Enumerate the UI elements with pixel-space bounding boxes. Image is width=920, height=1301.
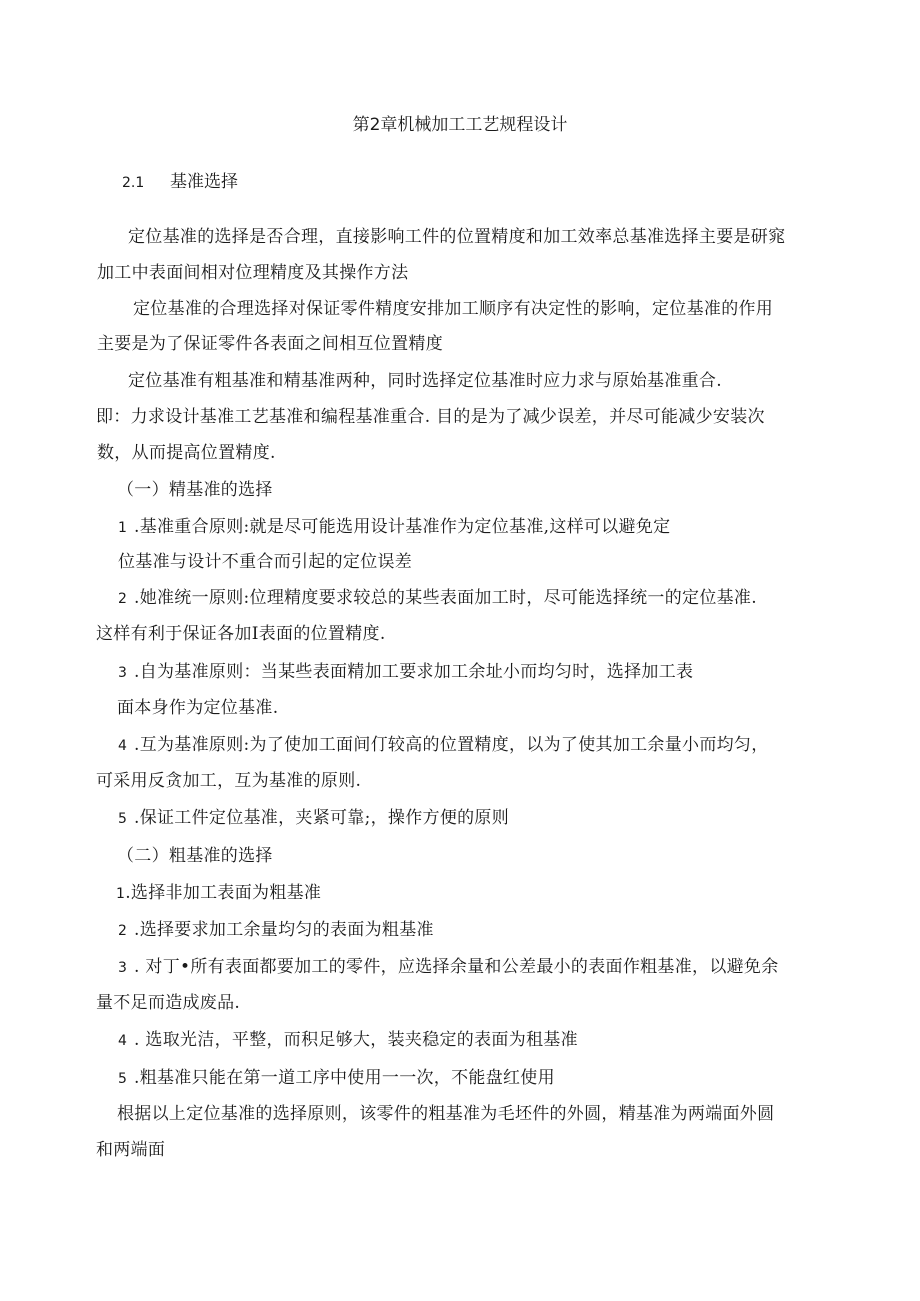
item-number: 2	[118, 923, 128, 939]
fine-item-1-cont: 位基准与设计不重合而引起的定位误差	[118, 552, 413, 572]
section-heading	[122, 170, 238, 195]
paragraph-3-line-2: 即：力求设计基准工艺基准和编程基准重合. 目的是为了减少误差，并尽可能减少安装次	[96, 407, 765, 427]
chapter-title: 第2章机械加工工艺规程设计	[352, 115, 568, 135]
item-text: .选择要求加工余量均匀的表面为粗基准	[134, 920, 434, 940]
paragraph-2-line-1: 定位基准的合理选择对保证零件精度安排加工顺序有决定性的影响，定位基准的作用	[133, 299, 774, 319]
paragraph-3-line-1: 定位基准有粗基准和精基准两种，同时选择定位基准时应力求与原始基准重合.	[128, 371, 722, 391]
rough-item-1	[116, 881, 321, 906]
item-number: 1	[118, 520, 128, 536]
fine-item-5	[118, 806, 509, 831]
paragraph-1-line-1: 定位基准的选择是否合理，直接影响工件的位置精度和加工效率总基准选择主要是研窕	[128, 227, 786, 247]
paragraph-2-line-2: 主要是为了保证零件各表面之间相互位置精度	[97, 334, 443, 354]
fine-item-2	[118, 586, 757, 611]
item-number: 4	[118, 1033, 128, 1049]
rough-item-4	[118, 1028, 578, 1053]
item-number: 1	[116, 886, 126, 902]
rough-item-2	[118, 918, 434, 943]
item-text: . 选取光洁，平整，而积足够大，装夹稳定的表面为租基准	[134, 1030, 578, 1050]
fine-datum-heading: （一）精基准的选择	[117, 480, 273, 500]
section-number: 2.1	[122, 175, 145, 191]
fine-item-3	[118, 660, 693, 685]
item-number: 4	[118, 738, 128, 754]
fine-item-2-cont: 这样有利于保证各加I表面的位置精度.	[96, 624, 386, 644]
item-text: .她准统一原则:位理精度要求较总的某些表面加工时，尽可能选择统一的定位基准.	[134, 588, 757, 608]
item-text: .基准重合原则:就是尽可能选用设计基准作为定位基准,这样可以避免定	[134, 517, 671, 537]
paragraph-1-line-2: 加工中表面间相对位理精度及其操作方法	[97, 263, 409, 283]
rough-item-5	[118, 1066, 555, 1091]
item-number: 5	[118, 1071, 128, 1087]
item-number: 5	[118, 811, 128, 827]
fine-item-3-cont: 面本身作为定位基准.	[117, 698, 279, 718]
section-name: 基准选择	[170, 172, 238, 192]
fine-item-4	[118, 733, 769, 758]
fine-item-1	[118, 515, 670, 540]
item-text: .保证工件定位基准，夹紧可靠;，操作方便的原则	[134, 808, 510, 828]
item-number: 3	[118, 665, 128, 681]
fine-item-4-cont: 可采用反贪加工，互为基准的原则.	[96, 771, 362, 791]
item-text: .粗基准只能在第一道工序中使用一一次，不能盘红使用	[134, 1068, 555, 1088]
item-number: 3	[118, 960, 128, 976]
conclusion-line-2: 和两端面	[96, 1140, 166, 1160]
item-text: .互为基准原则:为了使加工面间仃较高的位置精度，以为了使其加工余量小而均匀，	[134, 735, 769, 755]
item-number: 2	[118, 591, 128, 607]
item-text: .选择非加工表面为粗基准	[125, 883, 322, 903]
paragraph-3-line-3: 数，从而提高位置精度.	[97, 443, 276, 463]
rough-item-3-cont: 量不足而造成废品.	[96, 993, 241, 1013]
item-text: .自为基准原则：当某些表面精加工要求加工余址小而均匀时，选择加工表	[134, 662, 694, 682]
item-text: . 对丁•所有表面都要加工的零件，应选择余量和公差最小的表面作粗基准，以避免余	[134, 957, 779, 977]
rough-item-3	[118, 955, 779, 980]
conclusion-line-1: 根据以上定位基准的选择原则，该零件的粗基准为毛坯件的外圆，精基准为两端面外圆	[117, 1104, 775, 1124]
rough-datum-heading: （二）粗基准的选择	[117, 846, 273, 866]
